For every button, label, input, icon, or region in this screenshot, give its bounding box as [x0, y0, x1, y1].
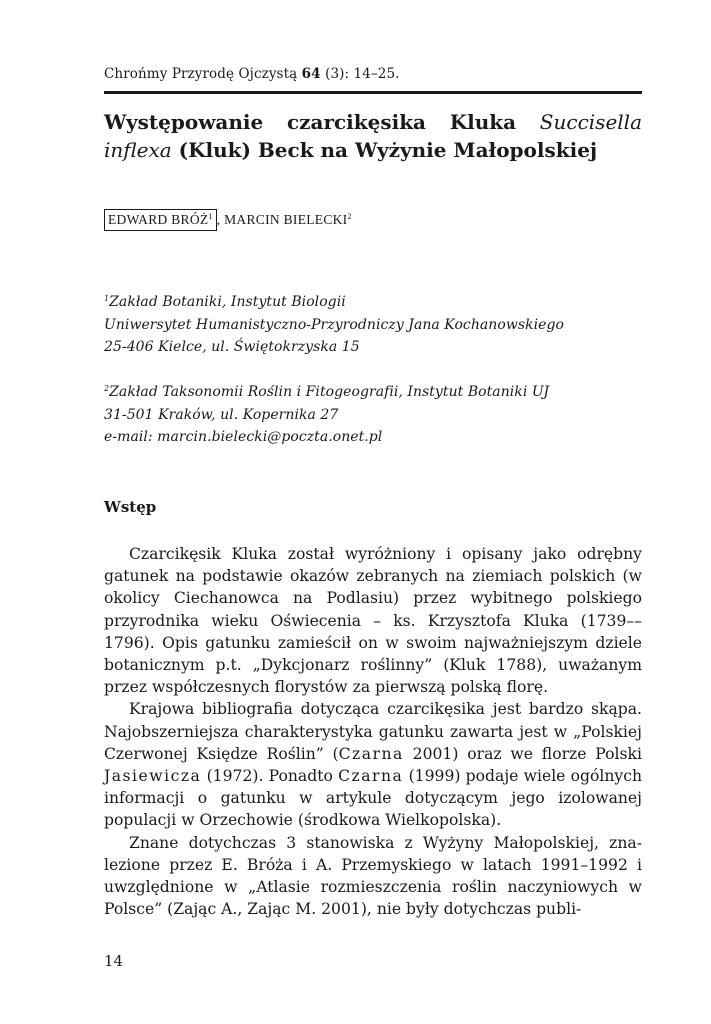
title-latin-name: Succisella inflexa: [104, 110, 642, 162]
author-1: [104, 209, 217, 231]
author-separator: ,: [216, 212, 225, 227]
author-2-name: MARCIN BIELECKI: [224, 212, 348, 227]
paragraph-2: Krajowa bibliografia dotycząca czarcikęsika jest bardzo skąpa. Najobszerniejsza charakterystyka gatunku zawarta jest w „Polskiej Czerwonej Księdze Roślin” (Czarna 2001) oraz we florze Polski Jasiewicza (1972). Ponadto Czarna (1999) podaje wiele ogólnych informacji o gatunku w artykule dotyczącym jego izolowanej populacji w Orzechowie (środkowa Wielkopolska).: [104, 700, 643, 830]
page-number: 14: [104, 952, 124, 970]
title-part-2: (Kluk) Beck na Wyżynie Małopolskiej: [171, 138, 598, 162]
affiliation-2-line-1: $^2$Zakład Taksonomii Roślin i Fitogeografii, Instytut Botaniki UJ: [104, 384, 549, 400]
journal-citation: [104, 66, 400, 82]
affiliation-2: [104, 378, 549, 449]
author-2-affiliation-mark: 2: [347, 212, 352, 221]
journal-issue-pages: (3): 14–25.: [325, 66, 400, 82]
affiliation-1-line-2: Uniwersytet Humanistyczno-Przyrodniczy Jana Kochanowskiego: [104, 316, 564, 333]
affiliation-2-line-2: 31-501 Kraków, ul. Kopernika 27: [104, 406, 339, 423]
affiliation-1-line-1: $^1$Zakład Botaniki, Instytut Biologii: [104, 294, 346, 310]
header-rule: [104, 91, 642, 94]
body-text: [104, 543, 642, 920]
citation-author: Czarna: [338, 767, 404, 786]
citation-author: Jasiewicza: [104, 767, 202, 786]
author-2: [224, 212, 352, 228]
affiliation-2-email[interactable]: e-mail: marcin.bielecki@poczta.onet.pl: [104, 429, 383, 445]
paragraph-1: Czarcikęsik Kluka został wyróżniony i opisany jako odrębny gatunek na podstawie okazów zebranych na ziemiach polskich (w okolicy Ciechanowca na Podlasiu) przez wybitnego polskiego przyrodnika wieku Oświecenia – ks. Krzysztofa Kluka (1739––1796). Opis gatunku zamieścił on w swoim najważniejszym dziele botanicznym p.t. „Dykcjonarz roślinny” (Kluk 1788), uważanym przez współczesnych florystów za pierwszą polską florę.: [104, 545, 642, 697]
article-page: [104, 0, 642, 1024]
affiliation-2-mark: 2: [104, 384, 110, 393]
journal-name: Chrońmy Przyrodę Ojczystą: [104, 66, 298, 82]
citation-author: Czarna: [338, 744, 404, 763]
affiliation-1-line-3: 25-406 Kielce, ul. Świętokrzyska 15: [104, 339, 360, 355]
paragraph-3: Znane dotychczas 3 stanowiska z Wyżyny Małopolskiej, znalezione przez E. Bróża i A. Przemyskiego w latach 1991–1992 i uwzględnione w „Atlasie rozmieszczenia roślin naczyniowych w Polsce” (Zając A., Zając M. 2001), nie były dotychczas publi-: [104, 833, 642, 919]
title-part-1: Występowanie czarcikęsika Kluka: [104, 110, 540, 134]
author-1-affiliation-mark: 1: [208, 212, 213, 221]
article-title: [104, 108, 642, 164]
journal-volume: 64: [301, 66, 321, 82]
author-1-name: EDWARD BRÓŻ: [108, 212, 209, 227]
affiliation-1: [104, 288, 564, 359]
author-list: [104, 209, 352, 231]
section-heading-introduction: Wstęp: [104, 498, 157, 516]
affiliation-1-mark: 1: [104, 294, 110, 303]
